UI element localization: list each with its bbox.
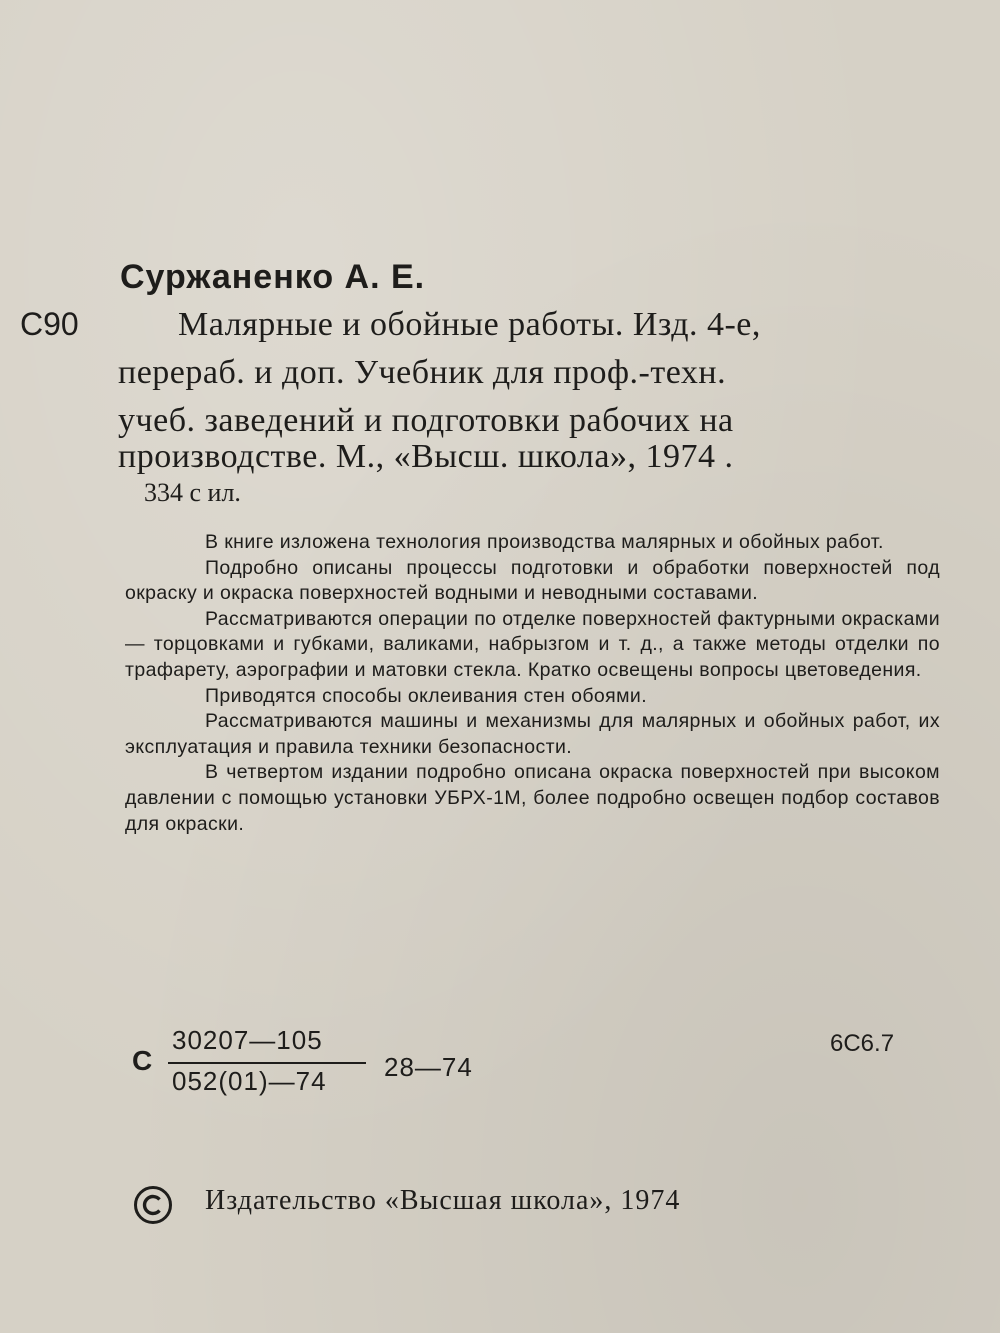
author-name: Суржаненко А. Е. [120, 258, 426, 296]
index-denominator: 052(01)—74 [172, 1066, 327, 1096]
annotation-paragraph: Рассматриваются машины и механизмы для малярных и обойных работ, их эксплуатация и правила техники безопасности. [125, 710, 940, 758]
annotation-paragraph: В книге изложена технология производства малярных и обойных работ. [205, 531, 884, 553]
annotation-paragraph: Приводятся способы оклеивания стен обоями. [205, 684, 648, 707]
plan-number: 28—74 [384, 1052, 473, 1082]
copyright-icon [133, 1185, 173, 1225]
copyright-text: Издательство «Высшая школа», 1974 [205, 1185, 681, 1216]
bibliographic-line-2: перераб. и доп. Учебник для проф.-техн. [118, 354, 727, 391]
bbk-code: 6С6.7 [830, 1030, 895, 1057]
bibliographic-line-4: производстве. М., «Высш. школа», 1974 . [118, 438, 734, 475]
bibliographic-line-3: учеб. заведений и подготовки рабочих на [118, 402, 734, 439]
annotation-block [125, 530, 940, 837]
annotation-paragraph: В четвертом издании подробно описана окраска поверхностей при высоком давлении с помощью установки УБРХ-1М, более подробно освещен подбор составов для окраски. [125, 761, 940, 835]
index-numerator: 30207—105 [172, 1025, 323, 1055]
bibliographic-line-1: Малярные и обойные работы. Изд. 4-е, [178, 306, 761, 343]
catalog-code: С90 [20, 306, 79, 342]
annotation-paragraph: Рассматриваются операции по отделке поверхностей фактурными окрасками — торцовками и губками, валиками, набрызгом и т. д., а также методы отделки по трафарету, аэрографии и матовки стекла. Кратко освещены вопросы цветоведения. [125, 607, 940, 681]
annotation-paragraph: Подробно описаны процессы подготовки и обработки поверхностей под окраску и окраска поверхностей водными и неводными составами. [125, 556, 940, 605]
fraction-divider [168, 1062, 366, 1064]
page-count: 334 с ил. [144, 478, 241, 507]
index-letter: С [132, 1045, 153, 1076]
